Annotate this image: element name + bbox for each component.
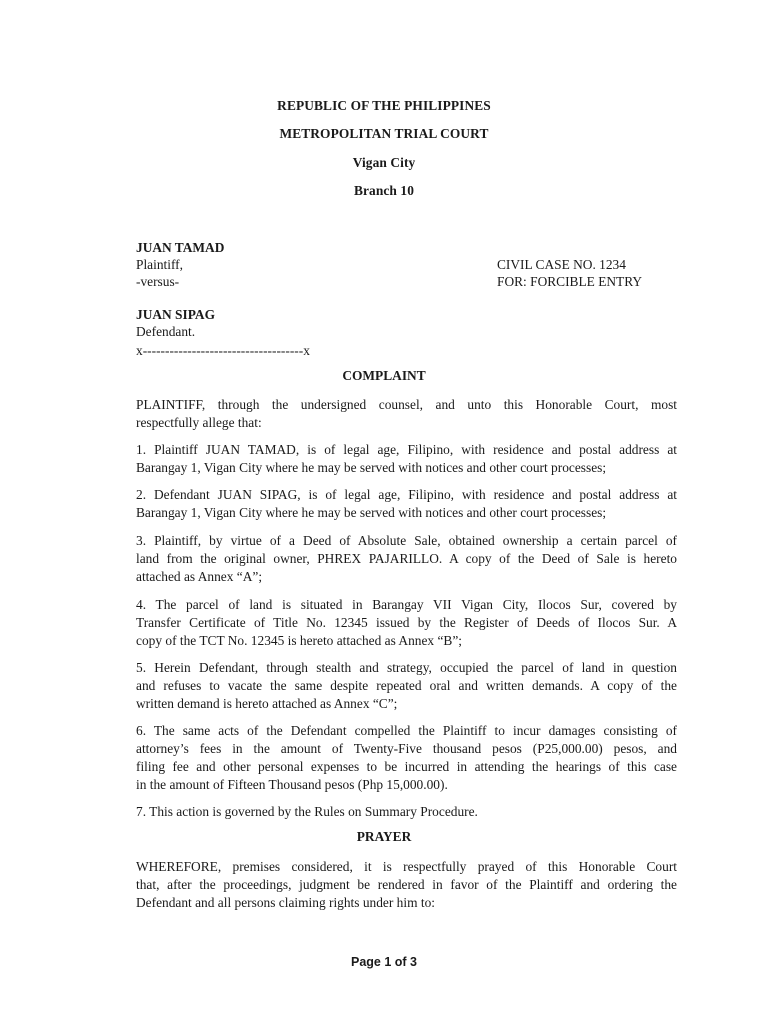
paragraph-line: written demand is hereto attached as Annex “C”; [136, 696, 398, 711]
header-city: Vigan City [352, 155, 416, 170]
complaint-item-5 [136, 659, 677, 713]
paragraph-line: 5. Herein Defendant, through stealth and strategy, occupied the parcel of land in question [136, 660, 677, 675]
page-number: Page 1 of 3 [351, 955, 417, 969]
paragraph-line: 2. Defendant JUAN SIPAG, is of legal age, Filipino, with residence and postal address at [136, 487, 677, 502]
paragraph-line: Barangay 1, Vigan City where he may be served with notices and other court processes; [136, 505, 607, 520]
complaint-item-6 [136, 722, 677, 794]
prayer-title: PRAYER [356, 829, 412, 844]
plaintiff-role: Plaintiff, [136, 257, 183, 272]
complaint-intro [136, 396, 677, 432]
complaint-item-1 [136, 441, 677, 477]
paragraph-line: respectfully allege that: [136, 415, 262, 430]
caption-separator: x------------------------------------x [136, 343, 310, 358]
defendant-role: Defendant. [136, 324, 196, 339]
defendant-name: JUAN SIPAG [136, 307, 215, 322]
paragraph-line: 3. Plaintiff, by virtue of a Deed of Absolute Sale, obtained ownership a certain parcel of [136, 533, 677, 548]
paragraph-line: attorney’s fees in the amount of Twenty-Five thousand pesos (P25,000.00) pesos, and [136, 741, 677, 756]
complaint-title: COMPLAINT [342, 368, 426, 383]
paragraph-line: Defendant and all persons claiming rights under him to: [136, 895, 435, 910]
paragraph-line: in the amount of Fifteen Thousand pesos (Php 15,000.00). [136, 777, 448, 792]
paragraph-line: land from the original owner, PHREX PAJARILLO. A copy of the Deed of Sale is hereto [136, 551, 677, 566]
header-republic: REPUBLIC OF THE PHILIPPINES [277, 98, 491, 113]
paragraph-line: PLAINTIFF, through the undersigned counsel, and unto this Honorable Court, most [136, 397, 677, 412]
complaint-item-4 [136, 596, 677, 650]
paragraph-line: filing fee and other personal expenses to be incurred in attending the hearings of this case [136, 759, 677, 774]
complaint-item-7 [136, 803, 677, 821]
plaintiff-name: JUAN TAMAD [136, 240, 225, 255]
case-nature: FOR: FORCIBLE ENTRY [497, 274, 643, 289]
case-number: CIVIL CASE NO. 1234 [497, 257, 626, 272]
paragraph-line: 4. The parcel of land is situated in Barangay VII Vigan City, Ilocos Sur, covered by [136, 597, 677, 612]
paragraph-line: 1. Plaintiff JUAN TAMAD, is of legal age, Filipino, with residence and postal address at [136, 442, 677, 457]
paragraph-line: Barangay 1, Vigan City where he may be served with notices and other court processes; [136, 460, 607, 475]
paragraph-line: WHEREFORE, premises considered, it is respectfully prayed of this Honorable Court [136, 859, 677, 874]
complaint-item-2 [136, 486, 677, 522]
prayer-paragraph [136, 858, 677, 912]
paragraph-line: attached as Annex “A”; [136, 569, 263, 584]
header-court: METROPOLITAN TRIAL COURT [279, 126, 489, 141]
paragraph-line: copy of the TCT No. 12345 is hereto attached as Annex “B”; [136, 633, 463, 648]
paragraph-line: 7. This action is governed by the Rules on Summary Procedure. [136, 804, 478, 819]
paragraph-line: that, after the proceedings, judgment be rendered in favor of the Plaintiff and ordering the [136, 877, 677, 892]
paragraph-line: and refuses to vacate the same despite repeated oral and written demands. A copy of the [136, 678, 677, 693]
header-branch: Branch 10 [353, 183, 415, 198]
paragraph-line: Transfer Certificate of Title No. 12345 issued by the Register of Deeds of Ilocos Sur. A [136, 615, 677, 630]
complaint-item-3 [136, 532, 677, 586]
paragraph-line: 6. The same acts of the Defendant compelled the Plaintiff to incur damages consisting of [136, 723, 677, 738]
versus-label: -versus- [136, 274, 180, 289]
